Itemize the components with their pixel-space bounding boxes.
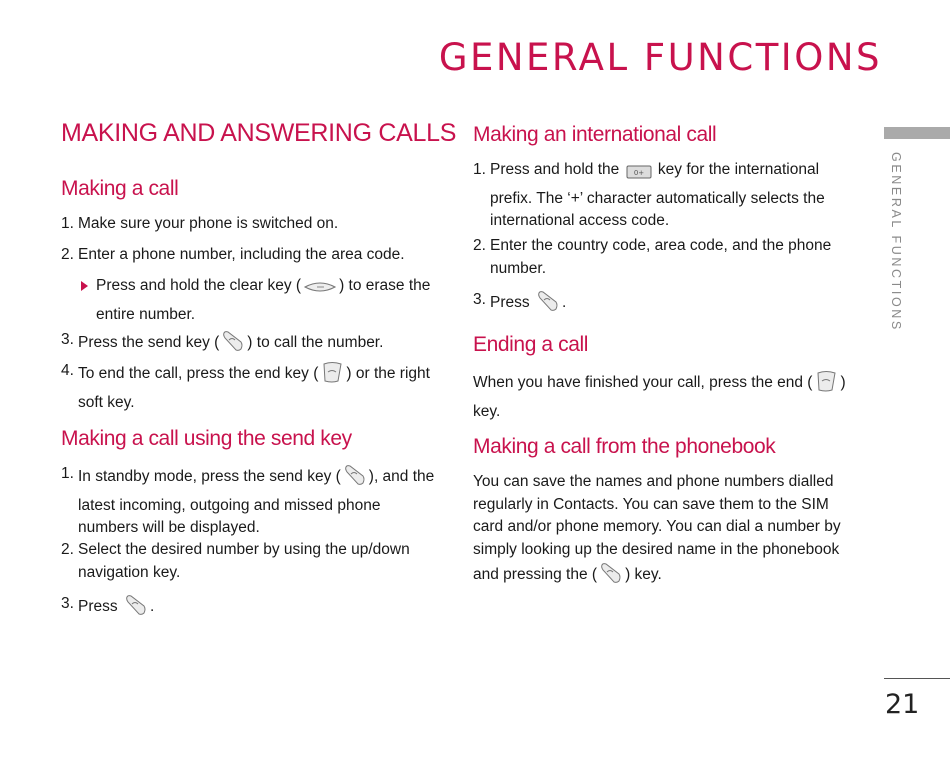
heading-ending-call: Ending a call — [473, 333, 589, 356]
page-number-rule — [884, 678, 950, 679]
send-key-icon — [536, 289, 560, 321]
step-press-send-international: 3. Press . — [473, 289, 851, 321]
page-number: 21 — [885, 689, 920, 720]
zero-key-icon — [626, 164, 652, 188]
heading-phonebook-call: Making a call from the phonebook — [473, 435, 776, 458]
send-key-icon — [221, 329, 245, 361]
step-enter-number: 2. Enter a phone number, including the area code. — [61, 246, 405, 263]
step-switch-on: 1. Make sure your phone is switched on. — [61, 215, 339, 232]
side-tab-bar — [884, 127, 950, 139]
step-hold-zero: 1. Press and hold the 0+ key for the international prefix. The ‘+’ character automatically selects the international access code. — [473, 161, 825, 229]
end-key-icon — [320, 360, 344, 392]
clear-key-icon — [303, 278, 337, 304]
page-title: GENERAL FUNCTIONS — [438, 36, 882, 79]
send-key-icon — [343, 463, 367, 495]
svg-text:0+: 0+ — [633, 169, 644, 177]
send-key-icon — [599, 561, 623, 593]
step-end-key: 4. To end the call, press the end key ( ) or the right soft key. — [61, 362, 430, 411]
step-send-key: 3. Press the send key ( ) to call the number. — [61, 329, 439, 361]
ending-call-text: When you have finished your call, press the end ( ) key. — [473, 369, 851, 423]
heading-send-key: Making a call using the send key — [61, 427, 352, 450]
bullet-arrow-icon — [81, 281, 88, 291]
step-standby-send: 1. In standby mode, press the send key ( ), and the latest incoming, outgoing and missed phone numbers will be displayed. — [61, 465, 435, 536]
section-title: MAKING AND ANSWERING CALLS — [61, 119, 457, 147]
step-press-send: 3. Press . — [61, 593, 439, 625]
heading-making-a-call: Making a call — [61, 177, 179, 200]
side-section-label: GENERAL FUNCTIONS — [889, 152, 903, 332]
end-key-icon — [814, 369, 838, 401]
step-select-number: 2. Select the desired number by using the up/down navigation key. — [61, 541, 410, 581]
phonebook-text: You can save the names and phone numbers dialled regularly in Contacts. You can save them to the SIM card and/or phone memory. You can dial a number by simply looking up the desired name in the phonebook and pressing the ( ) key. — [473, 471, 851, 593]
bullet-clear-key: Press and hold the clear key ( ) to erase the entire number. — [61, 275, 439, 326]
step-enter-country-code: 2. Enter the country code, area code, and the phone number. — [473, 237, 832, 277]
send-key-icon — [124, 593, 148, 625]
heading-international-call: Making an international call — [473, 123, 717, 146]
